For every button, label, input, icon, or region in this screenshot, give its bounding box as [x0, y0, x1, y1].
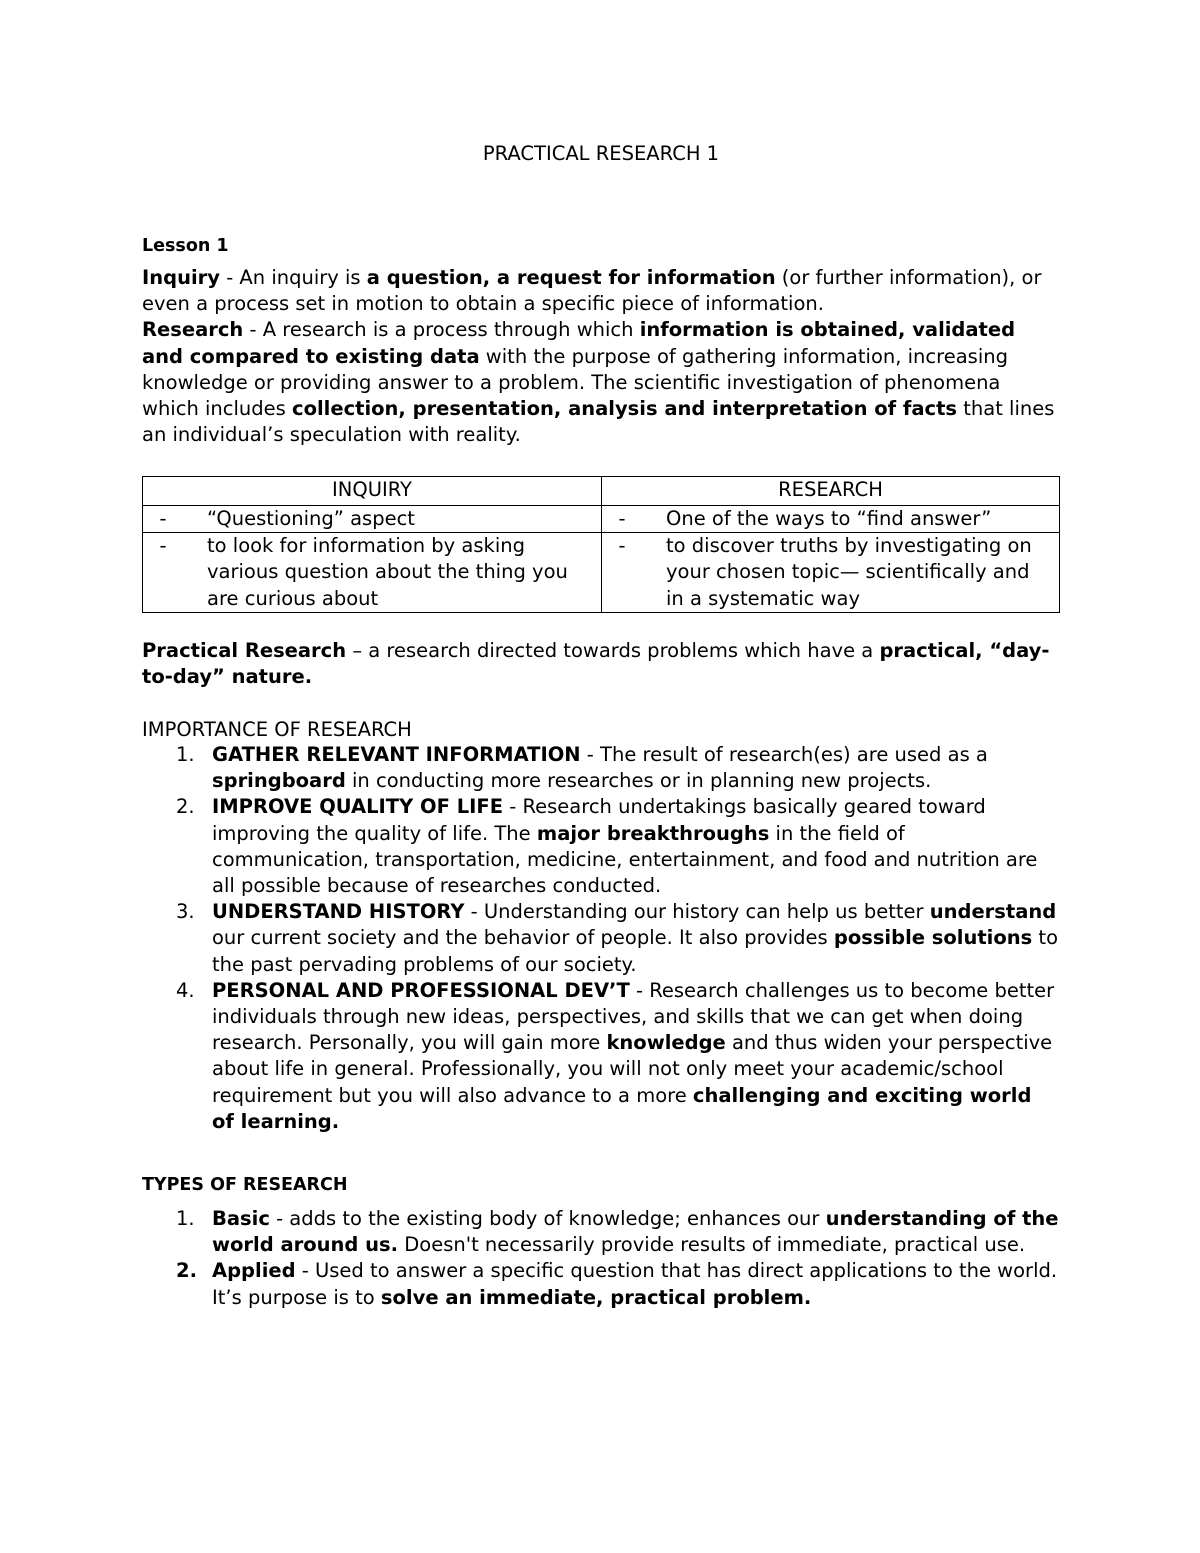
- cell-text: to discover truths by investigating on your chosen topic— scientifically and in a systematic way: [666, 534, 1032, 610]
- importance-heading: IMPORTANCE OF RESEARCH: [142, 718, 412, 741]
- practical-term: Practical Research: [142, 639, 347, 662]
- item-heading: Basic: [212, 1207, 270, 1230]
- item-text: - Research challenges us to become better individuals through new ideas, perspectives, and skills that we can get when doing research. Personally, you will gain more: [212, 978, 1055, 1055]
- item-bold: knowledge: [606, 1031, 726, 1055]
- research-text-2: with the purpose of gathering information, increasing knowledge or providing answer to a problem. The scientific investigation of phenomena which includes: [142, 344, 1008, 421]
- item-heading: IMPROVE QUALITY OF LIFE: [212, 795, 504, 819]
- item-heading: GATHER RELEVANT INFORMATION: [212, 743, 581, 766]
- item-text: - Research undertakings basically geared toward improving the quality of life. The: [212, 795, 986, 845]
- item-text: and thus widen your perspective about life in general. Professionally, you will not only meet your academic/school requirement but you will also advance to a more: [212, 1031, 1053, 1107]
- definitions: [142, 265, 1060, 448]
- inquiry-text-1: - An inquiry is: [220, 266, 367, 289]
- list-item: [142, 794, 1060, 899]
- inquiry-column-header: INQUIRY: [143, 477, 602, 506]
- item-text: in the field of communication, transportation, medicine, entertainment, and food and nutrition are all possible because of researches conducted.: [212, 821, 1038, 898]
- inquiry-text-2: (or further information), or even a process set in motion to obtain a specific piece of information.: [142, 266, 1042, 316]
- list-number: 1.: [176, 743, 195, 766]
- item-bold: springboard: [212, 769, 346, 793]
- practical-research-definition: [142, 638, 1060, 690]
- item-text: - Understanding our history can help us better: [464, 900, 930, 924]
- lesson-heading: Lesson 1: [142, 236, 229, 256]
- comparison-table: [142, 476, 1060, 613]
- list-item: [142, 978, 1060, 1135]
- item-heading: PERSONAL AND PROFESSIONAL DEV’T: [212, 978, 630, 1002]
- inquiry-definition: [142, 265, 1060, 317]
- research-column-header: RESEARCH: [602, 477, 1060, 506]
- list-number: 2.: [176, 1259, 197, 1283]
- dash-bullet: -: [618, 507, 626, 530]
- table-cell: [143, 533, 602, 613]
- item-heading: Applied: [212, 1259, 296, 1283]
- research-text-3: that lines an individual’s speculation with reality.: [142, 397, 1055, 447]
- table-cell: [143, 506, 602, 533]
- item-bold: challenging and exciting world of learning.: [212, 1083, 1032, 1133]
- table-row: [143, 506, 1060, 533]
- item-heading: UNDERSTAND HISTORY: [212, 900, 465, 924]
- research-text-1: - A research is a process through which: [243, 318, 640, 342]
- list-item: [142, 1206, 1060, 1258]
- research-bold-2: collection, presentation, analysis and interpretation of facts: [292, 397, 958, 421]
- cell-text: to look for information by asking various question about the thing you are curious about: [207, 534, 568, 610]
- research-definition: [142, 317, 1060, 448]
- item-bold: possible solutions: [833, 926, 1033, 950]
- item-bold: major breakthroughs: [536, 821, 770, 845]
- item-text: - The result of research(es) are used as a: [580, 743, 988, 766]
- cell-text: One of the ways to “find answer”: [666, 507, 992, 530]
- item-bold: solve an immediate, practical problem.: [380, 1285, 812, 1309]
- importance-list: [142, 742, 1060, 1135]
- list-number: 3.: [176, 900, 195, 924]
- item-text: Doesn't necessarily provide results of immediate, practical use.: [398, 1233, 1026, 1257]
- item-text: - adds to the existing body of knowledge; enhances our: [269, 1207, 826, 1230]
- item-text: our current society and the behavior of people. It also provides: [212, 926, 834, 950]
- table-cell: [602, 506, 1060, 533]
- types-list: [142, 1206, 1060, 1311]
- dash-bullet: -: [159, 534, 167, 558]
- inquiry-term: Inquiry: [142, 266, 220, 289]
- page-title: PRACTICAL RESEARCH 1: [482, 142, 720, 165]
- item-bold: understanding of the world around us.: [212, 1207, 1059, 1257]
- practical-text-1: – a research directed towards problems which have a: [346, 639, 880, 662]
- list-number: 2.: [176, 795, 195, 819]
- item-text: - Used to answer a specific question that has direct applications to the world. It’s purpose is to: [212, 1259, 1058, 1309]
- list-item: [142, 742, 1060, 794]
- inquiry-bold-1: a question, a request for information: [366, 266, 776, 289]
- list-number: 1.: [176, 1207, 195, 1230]
- research-term: Research: [142, 318, 244, 342]
- research-bold-1: information is obtained, validated and compared to existing data: [142, 318, 1016, 368]
- dash-bullet: -: [618, 534, 626, 558]
- types-heading: TYPES OF RESEARCH: [142, 1175, 348, 1195]
- list-item: [142, 1258, 1060, 1310]
- item-text: in conducting more researches or in planning new projects.: [345, 769, 932, 793]
- list-item: [142, 899, 1060, 978]
- list-number: 4.: [176, 978, 195, 1002]
- table-cell: [602, 533, 1060, 613]
- item-text: to the past pervading problems of our society.: [212, 926, 1059, 976]
- table-row: [143, 533, 1060, 613]
- cell-text: “Questioning” aspect: [207, 507, 415, 530]
- table-header-row: [143, 477, 1060, 506]
- item-bold: understand: [929, 900, 1057, 924]
- practical-bold-1: practical, “day-to-day” nature.: [142, 639, 1050, 689]
- dash-bullet: -: [159, 507, 167, 530]
